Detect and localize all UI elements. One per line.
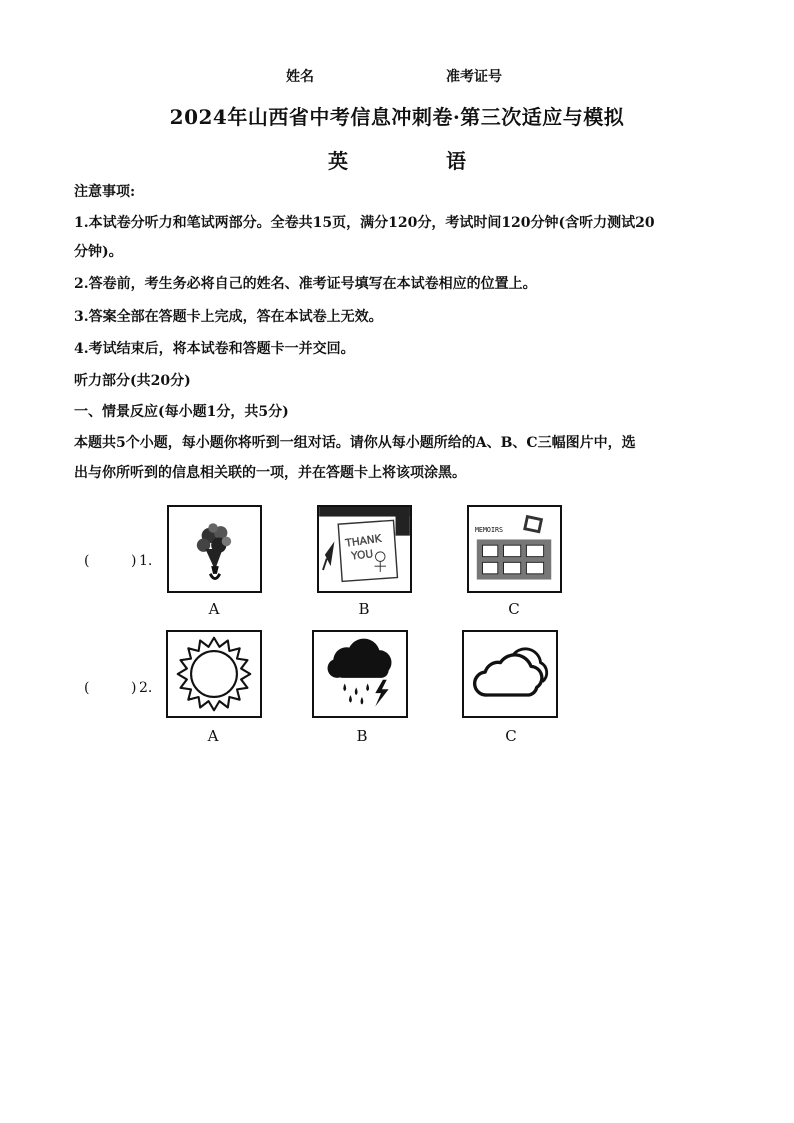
instructions-line-2: 出与你所听到的信息相关联的一项，并在答题卡上将该项涂黑。: [74, 465, 466, 481]
option-letter-1c: C: [508, 600, 520, 618]
option-1a-image[interactable]: [167, 505, 262, 593]
name-label: 姓名: [286, 69, 314, 85]
notice-heading: 注意事项:: [74, 184, 136, 200]
option-letter-2c: C: [505, 727, 517, 745]
option-letter-1a: A: [208, 600, 220, 618]
card-text-thank: THANK: [344, 532, 383, 550]
thunderstorm-icon: [314, 632, 406, 716]
question-number-2: 2.: [139, 680, 153, 696]
memories-album-icon: [469, 507, 560, 591]
notice-item-4: 4.考试结束后，将本试卷和答题卡一并交回。: [74, 341, 355, 357]
option-1c-image[interactable]: [467, 505, 562, 593]
flower-bouquet-icon: [169, 507, 260, 591]
notice-item-1: 1.本试卷分听力和笔试两部分。全卷共15页，满分120分，考试时间120分钟(含听力测试20: [74, 215, 655, 231]
option-2a-image[interactable]: [166, 630, 262, 718]
answer-bracket-open-2[interactable]: (: [84, 680, 90, 696]
option-letter-1b: B: [358, 600, 370, 618]
album-text: MEMOIRS: [474, 525, 504, 534]
card-text-you: YOU: [350, 548, 374, 563]
cloudy-icon: [464, 632, 556, 716]
listening-part-title: 听力部分(共20分): [74, 373, 191, 389]
answer-bracket-close-1: ): [131, 553, 137, 569]
exam-title: 2024年山西省中考信息冲刺卷·第三次适应与模拟: [169, 105, 625, 129]
instructions-line-1: 本题共5个小题，每小题你将听到一组对话。请你从每小题所给的A、B、C三幅图片中，选: [74, 435, 636, 451]
thank-you-card-icon: [319, 507, 410, 591]
subject-char-1: 英: [328, 149, 348, 173]
option-2c-image[interactable]: [462, 630, 558, 718]
option-2b-image[interactable]: [312, 630, 408, 718]
exam-number-label: 准考证号: [446, 69, 502, 85]
option-1b-image[interactable]: [317, 505, 412, 593]
option-letter-2a: A: [207, 727, 219, 745]
option-letter-2b: B: [356, 727, 368, 745]
sun-icon: [168, 632, 260, 716]
answer-bracket-open-1[interactable]: (: [84, 553, 90, 569]
notice-item-1-cont: 分钟)。: [74, 244, 123, 260]
section-title: 一、情景反应(每小题1分，共5分): [74, 404, 289, 420]
notice-item-3: 3.答案全部在答题卡上完成，答在本试卷上无效。: [74, 309, 383, 325]
answer-bracket-close-2: ): [131, 680, 137, 696]
notice-item-2: 2.答卷前，考生务必将自己的姓名、准考证号填写在本试卷相应的位置上。: [74, 276, 537, 292]
subject-char-2: 语: [446, 149, 466, 173]
question-number-1: 1.: [139, 553, 153, 569]
